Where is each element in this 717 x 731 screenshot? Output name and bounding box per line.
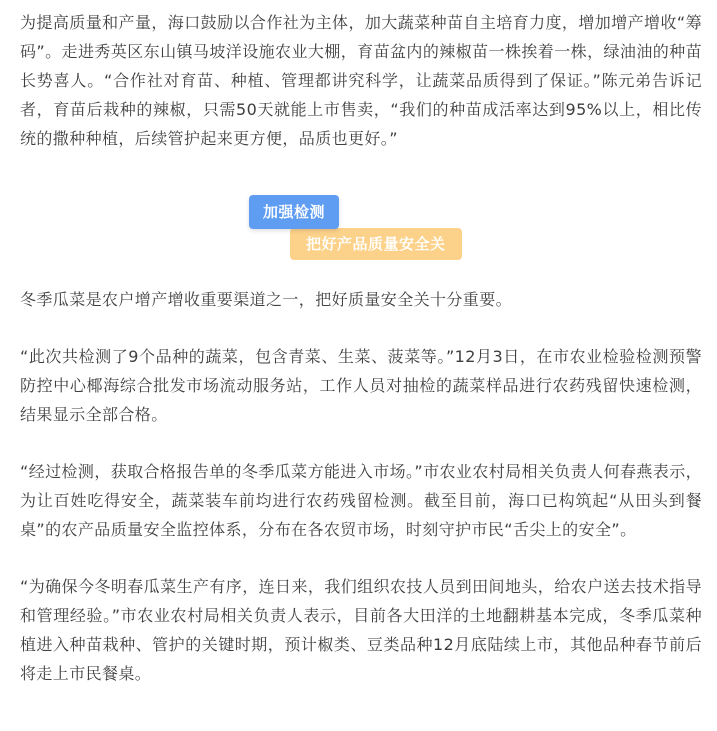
section-tag: 加强检测 (249, 195, 339, 229)
paragraph-market-access: “经过检测，获取合格报告单的冬季瓜菜方能进入市场。”市农业农村局相关负责人何春燕表示，为让百姓吃得安全，蔬菜装车前均进行农药残留检测。截至目前，海口已构筑起“从田头到餐桌”的农产品质量安全监控体系，分布在各农贸市场，时刻守护市民“舌尖上的安全”。 (20, 462, 702, 539)
article-body (20, 8, 702, 688)
paragraph-production: “为确保今冬明春瓜菜生产有序，连日来，我们组织农技人员到田间地头，给农户送去技术指导和管理经验。”市农业农村局相关负责人表示，目前各大田洋的土地翻耕基本完成，冬季瓜菜种植进入种苗栽种、管护的关键时期，预计椒类、豆类品种12月底陆续上市，其他品种春节前后将走上市民餐桌。 (20, 577, 702, 683)
paragraph-seedlings: 为提高质量和产量，海口鼓励以合作社为主体，加大蔬菜种苗自主培育力度，增加增产增收“筹码”。走进秀英区东山镇马坡洋设施农业大棚，育苗盆内的辣椒苗一株挨着一株，绿油油的种苗长势喜人。“合作社对育苗、种植、管理都讲究科学，让蔬菜品质得到了保证。”陈元弟告诉记者，育苗后栽种的辣椒，只需50天就能上市售卖，“我们的种苗成活率达到95%以上，相比传统的撒种种植，后续管护起来更方便，品质也更好。” (20, 13, 702, 148)
section-heading (20, 153, 702, 265)
section-title: 把好产品质量安全关 (290, 228, 462, 260)
paragraph-testing: “此次共检测了9个品种的蔬菜，包含青菜、生菜、菠菜等。”12月3日，在市农业检验检测预警防控中心椰海综合批发市场流动服务站，工作人员对抽检的蔬菜样品进行农药残留快速检测，结果显示全部合格。 (20, 347, 702, 424)
paragraph-quality-intro: 冬季瓜菜是农户增产增收重要渠道之一，把好质量安全关十分重要。 (20, 290, 513, 309)
